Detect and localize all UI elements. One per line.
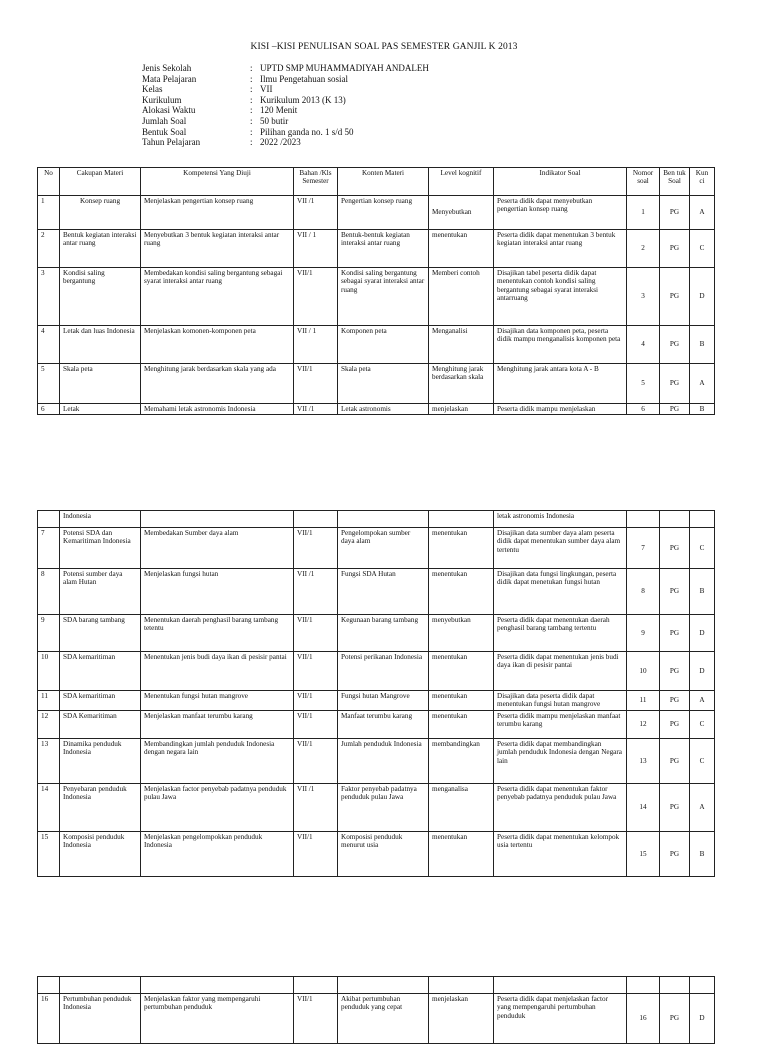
info-label: Jenis Sekolah bbox=[142, 63, 192, 73]
cell-indikator: Peserta didik dapat menentukan kelompok usia tertentu bbox=[494, 831, 627, 876]
info-label: Tahun Pelajaran bbox=[142, 137, 201, 148]
cell-nomor: 3 bbox=[627, 268, 660, 326]
cell-cakupan: Letak bbox=[60, 404, 141, 415]
cell-cakupan: Skala peta bbox=[60, 364, 141, 404]
cell-cakupan: Potensi SDA dan Kemaritiman Indonesia bbox=[60, 528, 141, 569]
cell-cakupan: Indonesia bbox=[60, 511, 141, 528]
table-row bbox=[38, 404, 715, 415]
cell-konten: Letak astronomis bbox=[338, 404, 429, 415]
cell-indikator bbox=[494, 977, 627, 994]
cell-nomor: 11 bbox=[627, 691, 660, 711]
cell-level: menentukan bbox=[429, 569, 494, 615]
info-value: UPTD SMP MUHAMMADIYAH ANDALEH bbox=[260, 63, 429, 73]
cell-no: 9 bbox=[38, 615, 60, 652]
cell-no: 13 bbox=[38, 738, 60, 783]
cell-level bbox=[429, 511, 494, 528]
cell-bentuk: PG bbox=[660, 528, 690, 569]
cell-kunci: A bbox=[690, 691, 715, 711]
cell-cakupan: SDA kemaritiman bbox=[60, 691, 141, 711]
cell-konten bbox=[338, 511, 429, 528]
cell-konten: Manfaat terumbu karang bbox=[338, 710, 429, 738]
cell-bentuk: PG bbox=[660, 783, 690, 831]
cell-cakupan: Letak dan luas Indonesia bbox=[60, 326, 141, 364]
cell-indikator: Peserta didik dapat menentukan faktor penyebab padatnya penduduk pulau Jawa bbox=[494, 783, 627, 831]
cell-level bbox=[429, 977, 494, 994]
table-row bbox=[38, 977, 715, 994]
table-row bbox=[38, 326, 715, 364]
cell-kunci: D bbox=[690, 268, 715, 326]
table-row bbox=[38, 691, 715, 711]
cell-level: menjelaskan bbox=[429, 404, 494, 415]
cell-indikator: Disajikan data fungsi lingkungan, peserta didik dapat menetukan fungsi hutan bbox=[494, 569, 627, 615]
cell-kunci bbox=[690, 977, 715, 994]
cell-kompetensi: Menjelaskan komonen-komponen peta bbox=[141, 326, 294, 364]
cell-level: menentukan bbox=[429, 528, 494, 569]
cell-konten: Kegunaan barang tambang bbox=[338, 615, 429, 652]
cell-nomor: 4 bbox=[627, 326, 660, 364]
cell-kompetensi bbox=[141, 511, 294, 528]
cell-kunci: C bbox=[690, 528, 715, 569]
cell-nomor bbox=[627, 977, 660, 994]
cell-kunci: A bbox=[690, 364, 715, 404]
info-value: Kurikulum 2013 (K 13) bbox=[260, 94, 346, 105]
cell-kompetensi: Menghitung jarak berdasarkan skala yang ada bbox=[141, 364, 294, 404]
cell-bentuk: PG bbox=[660, 196, 690, 230]
cell-indikator: Peserta didik dapat menentukan 3 bentuk kegiatan interaksi antar ruang bbox=[494, 230, 627, 268]
cell-bentuk: PG bbox=[660, 691, 690, 711]
cell-kunci: C bbox=[690, 230, 715, 268]
table-row bbox=[38, 831, 715, 876]
cell-kompetensi: Menjelaskan faktor yang mempengaruhi pertumbuhan penduduk bbox=[141, 994, 294, 1044]
info-label: Alokasi Waktu bbox=[142, 105, 196, 116]
cell-kompetensi: Menentukan jenis budi daya ikan di pesisir pantai bbox=[141, 652, 294, 691]
cell-indikator: Peserta didik mampu menjelaskan bbox=[494, 404, 627, 415]
cell-cakupan: Potensi sumber daya alam Hutan bbox=[60, 569, 141, 615]
cell-no: 7 bbox=[38, 528, 60, 569]
cell-no: 5 bbox=[38, 364, 60, 404]
cell-cakupan: SDA barang tambang bbox=[60, 615, 141, 652]
cell-konten: Fungsi hutan Mangrove bbox=[338, 691, 429, 711]
cell-indikator: Peserta didik dapat membandingkan jumlah penduduk Indonesia dengan Negara lain bbox=[494, 738, 627, 783]
cell-bentuk: PG bbox=[660, 994, 690, 1044]
info-value: 50 butir bbox=[260, 115, 289, 126]
cell-kunci: D bbox=[690, 994, 715, 1044]
cell-indikator: Peserta didik dapat menyebutkan pengertian konsep ruang bbox=[494, 196, 627, 230]
cell-no: 14 bbox=[38, 783, 60, 831]
info-value: VII bbox=[260, 84, 273, 95]
cell-level: Menganalisi bbox=[429, 326, 494, 364]
table-row bbox=[38, 364, 715, 404]
cell-kelas: VII/1 bbox=[294, 615, 338, 652]
cell-bentuk: PG bbox=[660, 615, 690, 652]
cell-cakupan: SDA kemaritiman bbox=[60, 652, 141, 691]
cell-kompetensi: Menjelaskan pengelompokkan penduduk Indonesia bbox=[141, 831, 294, 876]
table-row bbox=[38, 511, 715, 528]
cell-kunci: A bbox=[690, 196, 715, 230]
cell-nomor: 8 bbox=[627, 569, 660, 615]
document-title: KISI –KISI PENULISAN SOAL PAS SEMESTER GANJIL K 2013 bbox=[250, 42, 518, 52]
cell-no: 16 bbox=[38, 994, 60, 1044]
cell-bentuk: PG bbox=[660, 326, 690, 364]
cell-konten: Akibat pertumbuhan penduduk yang cepat bbox=[338, 994, 429, 1044]
cell-nomor: 10 bbox=[627, 652, 660, 691]
cell-konten: Kondisi saling bergantung sebagai syarat interaksi antar ruang bbox=[338, 268, 429, 326]
cell-no bbox=[38, 977, 60, 994]
cell-indikator: Disajikan data komponen peta, peserta didik mampu menganalisis komponen peta bbox=[494, 326, 627, 364]
cell-cakupan: Pertumbuhan penduduk Indonesia bbox=[60, 994, 141, 1044]
header-cakupan: Cakupan Materi bbox=[60, 168, 141, 196]
cell-kelas: VII/1 bbox=[294, 364, 338, 404]
info-row: Jumlah Soal : 50 butir bbox=[142, 115, 289, 126]
cell-nomor: 6 bbox=[627, 404, 660, 415]
cell-indikator: Peserta didik dapat menentukan jenis budi daya ikan di pesisir pantai bbox=[494, 652, 627, 691]
cell-konten: Komposisi penduduk menurut usia bbox=[338, 831, 429, 876]
cell-level: Menyebutkan bbox=[429, 196, 494, 230]
cell-level: menyebutkan bbox=[429, 615, 494, 652]
info-value: 2022 /2023 bbox=[260, 137, 301, 148]
cell-level: menentukan bbox=[429, 230, 494, 268]
cell-kunci bbox=[690, 511, 715, 528]
cell-kompetensi: Membedakan Sumber daya alam bbox=[141, 528, 294, 569]
table-row bbox=[38, 783, 715, 831]
cell-kompetensi: Membandingkan jumlah penduduk Indonesia dengan negara lain bbox=[141, 738, 294, 783]
cell-kompetensi: Menjelaskan manfaat terumbu karang bbox=[141, 710, 294, 738]
cell-bentuk: PG bbox=[660, 404, 690, 415]
cell-kelas: VII /1 bbox=[294, 783, 338, 831]
cell-konten bbox=[338, 977, 429, 994]
cell-kompetensi: Menjelaskan factor penyebab padatnya penduduk pulau Jawa bbox=[141, 783, 294, 831]
grid-table-2 bbox=[37, 510, 715, 877]
table-row bbox=[38, 710, 715, 738]
table-row bbox=[38, 528, 715, 569]
info-row: Mata Pelajaran : Ilmu Pengetahuan sosial bbox=[142, 73, 348, 84]
cell-kunci: C bbox=[690, 710, 715, 738]
info-row: Kelas : VII bbox=[142, 84, 273, 95]
cell-kompetensi bbox=[141, 977, 294, 994]
cell-kelas: VII/1 bbox=[294, 710, 338, 738]
cell-indikator: letak astronomis Indonesia bbox=[494, 511, 627, 528]
grid-table-1 bbox=[37, 167, 715, 415]
cell-kunci: B bbox=[690, 831, 715, 876]
cell-indikator: Menghitung jarak antara kota A - B bbox=[494, 364, 627, 404]
header-indikator: Indikator Soal bbox=[494, 168, 627, 196]
header-bentuk: Ben tuk Soal bbox=[660, 168, 690, 196]
info-row: Bentuk Soal : Pilihan ganda no. 1 s/d 50 bbox=[142, 126, 354, 137]
cell-bentuk: PG bbox=[660, 364, 690, 404]
header-konten: Konten Materi bbox=[338, 168, 429, 196]
info-label: Kelas bbox=[142, 84, 163, 95]
info-row: Alokasi Waktu : 120 Menit bbox=[142, 105, 298, 116]
cell-no: 6 bbox=[38, 404, 60, 415]
cell-indikator: Peserta didik dapat menjelaskan factor yang mempengaruhi pertumbuhan penduduk bbox=[494, 994, 627, 1044]
cell-kunci: A bbox=[690, 783, 715, 831]
info-label: Kurikulum bbox=[142, 94, 182, 105]
cell-cakupan: Konsep ruang bbox=[60, 196, 141, 230]
cell-nomor: 5 bbox=[627, 364, 660, 404]
cell-bentuk: PG bbox=[660, 652, 690, 691]
header-kunci: Kun ci bbox=[690, 168, 715, 196]
cell-cakupan: Kondisi saling bergantung bbox=[60, 268, 141, 326]
cell-kelas: VII/1 bbox=[294, 528, 338, 569]
cell-kunci: B bbox=[690, 326, 715, 364]
cell-cakupan: Bentuk kegiatan interaksi antar ruang bbox=[60, 230, 141, 268]
table-row bbox=[38, 569, 715, 615]
info-row: Jenis Sekolah : UPTD SMP MUHAMMADIYAH ANDALEH bbox=[142, 63, 429, 73]
cell-bentuk bbox=[660, 511, 690, 528]
cell-no: 1 bbox=[38, 196, 60, 230]
cell-kelas: VII / 1 bbox=[294, 230, 338, 268]
identity-block bbox=[142, 63, 429, 148]
cell-level: Menghitung jarak berdasarkan skala bbox=[429, 364, 494, 404]
cell-cakupan bbox=[60, 977, 141, 994]
cell-level: menjelaskan bbox=[429, 994, 494, 1044]
cell-nomor: 2 bbox=[627, 230, 660, 268]
table-row bbox=[38, 268, 715, 326]
cell-kelas: VII /1 bbox=[294, 196, 338, 230]
cell-no: 11 bbox=[38, 691, 60, 711]
cell-cakupan: Dinamika penduduk Indonesia bbox=[60, 738, 141, 783]
cell-bentuk: PG bbox=[660, 831, 690, 876]
cell-kelas: VII /1 bbox=[294, 569, 338, 615]
cell-no: 8 bbox=[38, 569, 60, 615]
info-value: Ilmu Pengetahuan sosial bbox=[260, 73, 348, 84]
cell-nomor bbox=[627, 511, 660, 528]
header-level: Level kognitif bbox=[429, 168, 494, 196]
cell-kunci: B bbox=[690, 404, 715, 415]
cell-kelas: VII/1 bbox=[294, 831, 338, 876]
table-row bbox=[38, 615, 715, 652]
cell-konten: Pengertian konsep ruang bbox=[338, 196, 429, 230]
cell-bentuk: PG bbox=[660, 230, 690, 268]
cell-no bbox=[38, 511, 60, 528]
cell-kompetensi: Menentukan daerah penghasil barang tambang tetentu bbox=[141, 615, 294, 652]
cell-nomor: 16 bbox=[627, 994, 660, 1044]
cell-kelas: VII/1 bbox=[294, 738, 338, 783]
cell-level: menentukan bbox=[429, 831, 494, 876]
cell-bentuk: PG bbox=[660, 569, 690, 615]
cell-indikator: Peserta didik dapat menentukan daerah penghasil barang tambang tertentu bbox=[494, 615, 627, 652]
header-kompetensi: Kompetensi Yang Diuji bbox=[141, 168, 294, 196]
cell-kelas bbox=[294, 977, 338, 994]
cell-no: 3 bbox=[38, 268, 60, 326]
table-row bbox=[38, 738, 715, 783]
cell-kelas bbox=[294, 511, 338, 528]
info-label: Mata Pelajaran bbox=[142, 73, 197, 84]
cell-konten: Fungsi SDA Hutan bbox=[338, 569, 429, 615]
info-value: 120 Menit bbox=[260, 105, 298, 116]
cell-kompetensi: Menjelaskan pengertian konsep ruang bbox=[141, 196, 294, 230]
header-bahan: Bahan /Kls Semester bbox=[294, 168, 338, 196]
cell-nomor: 14 bbox=[627, 783, 660, 831]
cell-no: 4 bbox=[38, 326, 60, 364]
cell-konten: Bentuk-bentuk kegiatan interaksi antar ruang bbox=[338, 230, 429, 268]
cell-nomor: 9 bbox=[627, 615, 660, 652]
cell-konten: Komponen peta bbox=[338, 326, 429, 364]
cell-level: menentukan bbox=[429, 691, 494, 711]
cell-no: 12 bbox=[38, 710, 60, 738]
cell-cakupan: Penyebaran penduduk Indonesia bbox=[60, 783, 141, 831]
cell-kunci: D bbox=[690, 615, 715, 652]
header-nomor: Nomor soal bbox=[627, 168, 660, 196]
info-value: Pilihan ganda no. 1 s/d 50 bbox=[260, 126, 354, 137]
cell-konten: Potensi perikanan Indonesia bbox=[338, 652, 429, 691]
cell-konten: Pengelompokan sumber daya alam bbox=[338, 528, 429, 569]
cell-bentuk bbox=[660, 977, 690, 994]
cell-kelas: VII/1 bbox=[294, 268, 338, 326]
cell-indikator: Peserta didik mampu menjelaskan manfaat terumbu karang bbox=[494, 710, 627, 738]
cell-kunci: B bbox=[690, 569, 715, 615]
cell-nomor: 12 bbox=[627, 710, 660, 738]
cell-kelas: VII/1 bbox=[294, 691, 338, 711]
cell-no: 10 bbox=[38, 652, 60, 691]
info-label: Jumlah Soal bbox=[142, 115, 187, 126]
cell-nomor: 13 bbox=[627, 738, 660, 783]
cell-konten: Faktor penyebab padatnya penduduk pulau Jawa bbox=[338, 783, 429, 831]
cell-kelas: VII / 1 bbox=[294, 326, 338, 364]
cell-kompetensi: Menyebutkan 3 bentuk kegiatan interaksi antar ruang bbox=[141, 230, 294, 268]
cell-cakupan: SDA Kemaritiman bbox=[60, 710, 141, 738]
cell-indikator: Disajikan tabel peserta didik dapat menentukan contoh kondisi saling bergantung sebagai syarat interaksi antarruang bbox=[494, 268, 627, 326]
cell-level: menentukan bbox=[429, 652, 494, 691]
cell-bentuk: PG bbox=[660, 710, 690, 738]
info-row: Kurikulum : Kurikulum 2013 (K 13) bbox=[142, 94, 346, 105]
cell-no: 2 bbox=[38, 230, 60, 268]
cell-kelas: VII/1 bbox=[294, 994, 338, 1044]
cell-kompetensi: Menjelaskan fungsi hutan bbox=[141, 569, 294, 615]
cell-bentuk: PG bbox=[660, 268, 690, 326]
info-row: Tahun Pelajaran : 2022 /2023 bbox=[142, 137, 301, 148]
cell-kunci: C bbox=[690, 738, 715, 783]
info-label: Bentuk Soal bbox=[142, 126, 187, 137]
cell-nomor: 1 bbox=[627, 196, 660, 230]
cell-kelas: VII /1 bbox=[294, 404, 338, 415]
table-row bbox=[38, 196, 715, 230]
cell-kunci: D bbox=[690, 652, 715, 691]
cell-bentuk: PG bbox=[660, 738, 690, 783]
table-row bbox=[38, 230, 715, 268]
cell-level: membandingkan bbox=[429, 738, 494, 783]
cell-kompetensi: Menentukan fungsi hutan mangrove bbox=[141, 691, 294, 711]
cell-cakupan: Komposisi penduduk Indonesia bbox=[60, 831, 141, 876]
cell-kompetensi: Memahami letak astronomis Indonesia bbox=[141, 404, 294, 415]
cell-nomor: 15 bbox=[627, 831, 660, 876]
table-row bbox=[38, 652, 715, 691]
header-no: No bbox=[38, 168, 60, 196]
cell-kompetensi: Membedakan kondisi saling bergantung sebagai syarat interaksi antar ruang bbox=[141, 268, 294, 326]
table-row bbox=[38, 994, 715, 1044]
cell-indikator: Disajikan data peserta didik dapat menentukan fungsi hutan mangrove bbox=[494, 691, 627, 711]
cell-nomor: 7 bbox=[627, 528, 660, 569]
cell-level: menentukan bbox=[429, 710, 494, 738]
cell-indikator: Disajikan data sumber daya alam peserta didik dapat menentukan sumber daya alam tertentu bbox=[494, 528, 627, 569]
cell-level: Memberi contoh bbox=[429, 268, 494, 326]
grid-table-3 bbox=[37, 976, 715, 1044]
cell-konten: Skala peta bbox=[338, 364, 429, 404]
cell-konten: Jumlah penduduk Indonesia bbox=[338, 738, 429, 783]
cell-level: menganalisa bbox=[429, 783, 494, 831]
cell-kelas: VII/1 bbox=[294, 652, 338, 691]
cell-no: 15 bbox=[38, 831, 60, 876]
